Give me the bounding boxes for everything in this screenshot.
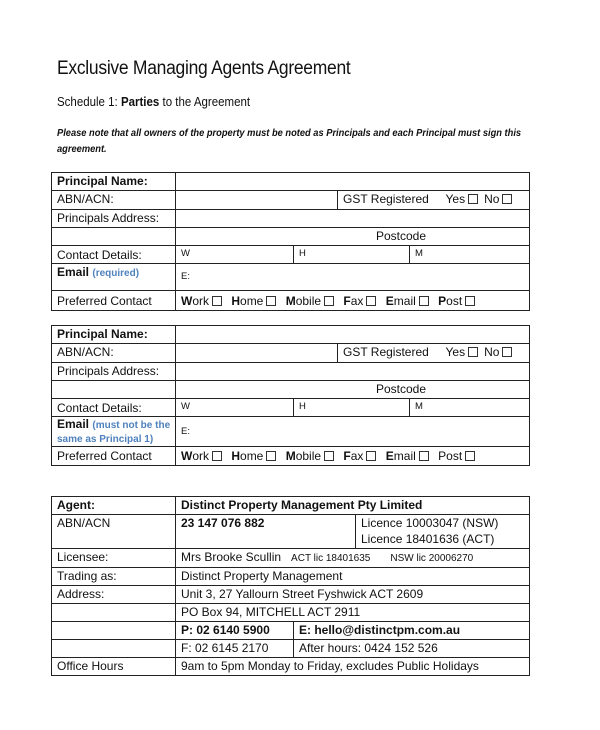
option-fax-label: ax (350, 293, 364, 308)
work-prefix: W (181, 248, 190, 259)
mobile-prefix: M (415, 401, 423, 412)
option-email-label: mail (393, 293, 416, 308)
licensee-name: Mrs Brooke Scullin (181, 550, 282, 564)
subtitle-prefix: Schedule 1: (57, 95, 121, 109)
after-hours: After hours: 0424 152 526 (294, 640, 530, 658)
option-initial: H (231, 293, 241, 308)
email-label-cell (52, 417, 176, 447)
postcode-cell[interactable] (176, 381, 530, 399)
empty-cell (52, 640, 176, 658)
email-checkbox[interactable] (419, 296, 429, 306)
agent-label: Agent: (52, 497, 176, 515)
post-checkbox[interactable] (465, 451, 475, 461)
home-checkbox[interactable] (266, 451, 276, 461)
option-initial: F (343, 293, 351, 308)
email-field[interactable] (176, 264, 530, 291)
abn-label: ABN/ACN: (52, 191, 176, 210)
fax-checkbox[interactable] (366, 451, 376, 461)
licensee-label: Licensee: (52, 549, 176, 568)
work-checkbox[interactable] (212, 451, 222, 461)
option-initial: H (231, 449, 241, 463)
post-checkbox[interactable] (465, 296, 475, 306)
option-initial: F (343, 449, 351, 463)
nsw-licence: NSW lic 20006270 (390, 553, 474, 564)
licence-nsw: Licence 10003047 (NSW) (361, 516, 499, 530)
agent-table (51, 496, 530, 676)
option-email-label: mail (393, 449, 416, 463)
email-note: same as Principal 1) (57, 434, 154, 445)
preferred-contact-label: Preferred Contact (52, 447, 176, 466)
option-work-label: ork (192, 449, 209, 463)
subtitle-suffix: to the Agreement (159, 95, 251, 109)
option-initial: P (438, 293, 447, 308)
option-mobile-label: obile (295, 293, 322, 308)
home-prefix: H (299, 401, 306, 412)
gst-cell (338, 191, 530, 210)
gst-yes-label: Yes (445, 345, 466, 359)
abn-field[interactable] (176, 191, 338, 210)
empty-cell (52, 604, 176, 622)
office-hours-label: Office Hours (52, 658, 176, 676)
option-post-label: ost (446, 293, 463, 308)
document-title: Exclusive Managing Agents Agreement (57, 58, 351, 79)
contact-home-field[interactable] (294, 246, 410, 264)
principal-2-table (51, 325, 530, 466)
mobile-checkbox[interactable] (324, 451, 334, 461)
fax-checkbox[interactable] (366, 296, 376, 306)
contact-work-field[interactable] (176, 246, 294, 264)
address-label: Principals Address: (52, 363, 176, 381)
subtitle-bold: Parties (120, 95, 160, 109)
gst-no-label: No (484, 345, 500, 359)
trading-value: Distinct Property Management (176, 568, 530, 586)
gst-no-label: No (484, 192, 500, 206)
gst-cell (338, 344, 530, 363)
gst-no-checkbox[interactable] (502, 347, 512, 357)
contact-label: Contact Details: (52, 399, 176, 417)
trading-label: Trading as: (52, 568, 176, 586)
address-field[interactable] (176, 210, 530, 228)
empty-cell (52, 381, 176, 399)
address-label: Principals Address: (52, 210, 176, 228)
empty-cell (52, 228, 176, 246)
preferred-contact-options (176, 291, 530, 311)
principal-name-field[interactable] (176, 326, 530, 344)
option-initial: W (181, 293, 193, 308)
email-note: (must not be the (92, 420, 171, 431)
principals-note: Please note that all owners of the property must be noted as Principals and each Principal must sign this agreement. (57, 128, 522, 155)
schedule-subtitle (57, 95, 250, 109)
preferred-contact-label: Preferred Contact (52, 291, 176, 311)
abn-label: ABN/ACN: (52, 344, 176, 363)
option-initial: E (385, 449, 394, 463)
option-initial: E (385, 293, 394, 308)
email-label: Email (57, 265, 90, 279)
option-post-label: Post (438, 449, 463, 463)
contact-mobile-field[interactable] (410, 399, 530, 417)
option-mobile-label: obile (295, 449, 322, 463)
principal-name-label: Principal Name: (52, 173, 176, 191)
gst-yes-checkbox[interactable] (468, 347, 478, 357)
postcode-label: Postcode (376, 382, 427, 396)
work-prefix: W (181, 401, 190, 412)
principal-name-field[interactable] (176, 173, 530, 191)
email-label: Email (57, 417, 90, 431)
fax: F: 02 6145 2170 (176, 640, 294, 658)
contact-mobile-field[interactable] (410, 246, 530, 264)
principal-name-label: Principal Name: (52, 326, 176, 344)
option-home-label: ome (240, 293, 264, 308)
gst-yes-label: Yes (445, 192, 466, 206)
gst-no-checkbox[interactable] (502, 194, 512, 204)
preferred-contact-options (176, 447, 530, 466)
mobile-checkbox[interactable] (324, 296, 334, 306)
gst-yes-checkbox[interactable] (468, 194, 478, 204)
abn-field[interactable] (176, 344, 338, 363)
contact-label: Contact Details: (52, 246, 176, 264)
option-fax-label: ax (350, 449, 364, 463)
contact-home-field[interactable] (294, 399, 410, 417)
licence-cell (356, 515, 530, 549)
option-initial: M (285, 293, 296, 308)
principal-1-table (51, 172, 530, 311)
email-prefix: E: (181, 271, 190, 282)
abn-value: 23 147 076 882 (176, 515, 356, 549)
address-field[interactable] (176, 363, 530, 381)
postcode-cell[interactable] (176, 228, 530, 246)
contact-work-field[interactable] (176, 399, 294, 417)
home-checkbox[interactable] (266, 296, 276, 306)
email-field[interactable] (176, 417, 530, 447)
agent-name: Distinct Property Management Pty Limited (176, 497, 530, 515)
email-label-cell (52, 264, 176, 291)
home-prefix: H (299, 248, 306, 259)
phone: P: 02 6140 5900 (176, 622, 294, 640)
option-initial: M (285, 449, 296, 463)
address-label: Address: (52, 586, 176, 604)
email-prefix: E: (181, 425, 190, 437)
agent-email[interactable]: E: hello@distinctpm.com.au (294, 622, 530, 640)
act-licence: ACT lic 18401635 (291, 553, 371, 564)
empty-cell (52, 622, 176, 640)
option-home-label: ome (240, 449, 264, 463)
email-required-note: (required) (92, 268, 140, 279)
gst-label: GST Registered (343, 345, 429, 359)
option-work-label: ork (192, 293, 209, 308)
gst-label: GST Registered (343, 192, 429, 206)
work-checkbox[interactable] (212, 296, 222, 306)
postcode-label: Postcode (376, 229, 427, 243)
email-checkbox[interactable] (419, 451, 429, 461)
abn-label: ABN/ACN (52, 515, 176, 549)
office-hours-value: 9am to 5pm Monday to Friday, excludes Public Holidays (176, 658, 530, 676)
licensee-cell (176, 549, 530, 568)
mobile-prefix: M (415, 248, 423, 259)
option-initial: W (181, 449, 193, 463)
licence-act: Licence 18401636 (ACT) (361, 532, 495, 546)
address-line-1: Unit 3, 27 Yallourn Street Fyshwick ACT 2609 (176, 586, 530, 604)
address-line-2: PO Box 94, MITCHELL ACT 2911 (176, 604, 530, 622)
